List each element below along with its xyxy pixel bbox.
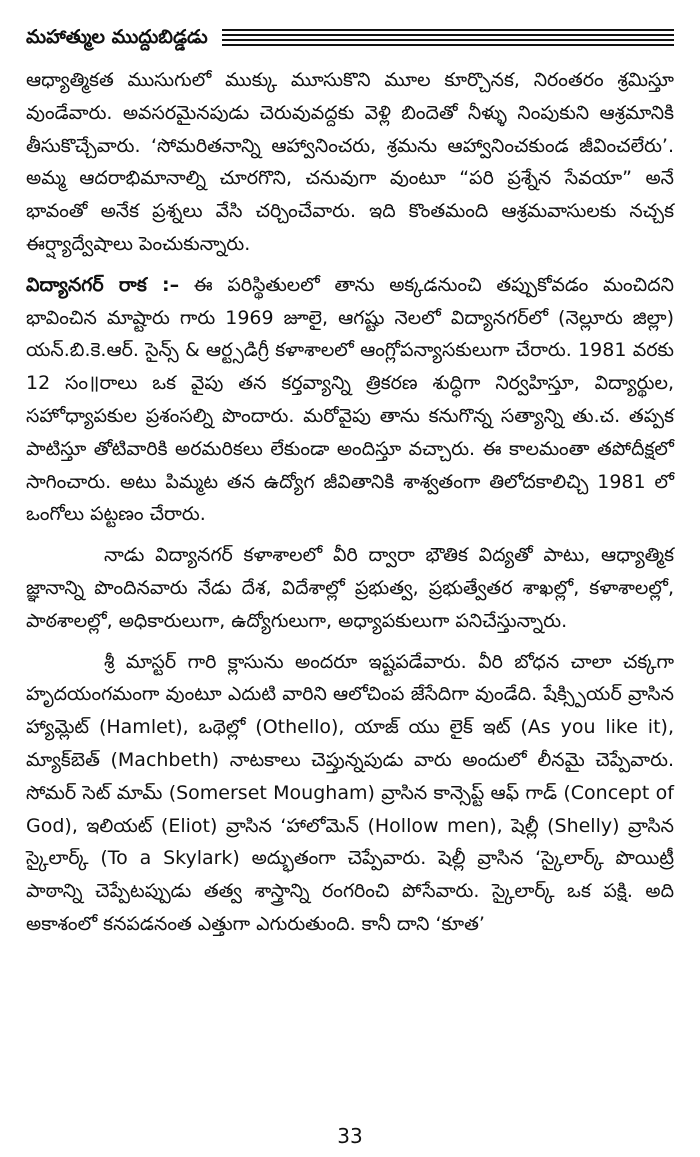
- paragraph-text: శ్రీ మాస్టర్ గారి క్లాసును అందరూ ఇష్టపడేవారు. వీరి బోధన చాలా చక్కగా హృదయంగమంగా వుంటూ ఎదుటి వారిని ఆలోచింప జేసేదిగా వుండేది. షేక్స్పియర్ వ్రాసిన హ్యామ్లెట్ (Hamlet), ఒథెల్లో (Othello), యాజ్ యు లైక్ ఇట్ (As you like it), మ్యాక్‌బెత్ (Machbeth) నాటకాలు చెప్తున్నపుడు వారు అందులో లీనమై చెప్పేవారు. సోమర్ సెట్ మామ్ (Somerset Mougham) వ్రాసిన కాన్సెప్ట్ ఆఫ్ గాడ్ (Concept of God), ఇలియట్ (Eliot) వ్రాసిన ‘హాలోమెన్ (Hollow men), షెల్లీ (Shelly) వ్రాసిన స్కైలార్క్ (To a Skylark) అద్భుతంగా చెప్పేవారు. షెల్లీ వ్రాసిన ‘స్కైలార్క్ పొయిట్రీ పాఠాన్ని చెప్పేటప్పుడు తత్వ శాస్త్రాన్ని రంగరించి పోసేవారు. స్కైలార్క్ ఒక పక్షి. అది అకాశంలో కనపడనంత ఎత్తుగా ఎగురుతుంది. కానీ దాని ‘కూత’: [26, 650, 674, 935]
- paragraph-text: ఈ పరిస్థితులలో తాను అక్కడనుంచి తప్పుకోవడం మంచిదని భావించిన మాష్టారు గారు 1969 జూలై, ఆగష్టు నెలలో విద్యానగర్‌లో (నెల్లూరు జిల్లా) యన్.బి.కె.ఆర్. సైన్స్ & ఆర్ట్సడిగ్రీ కళాశాలలో ఆంగ్లోపన్యాసకులుగా చేరారు. 1981 వరకు 12 సం॥రాలు ఒక వైపు తన కర్తవ్యాన్ని త్రికరణ శుద్ధిగా నిర్వహిస్తూ, విద్యార్థుల, సహోధ్యాపకుల ప్రశంసల్ని పొందారు. మరోవైపు తాను కనుగొన్న సత్యాన్ని తు.చ. తప్పక పాటిస్తూ తోటివారికి అరమరికలు లేకుండా అందిస్తూ వచ్చారు. ఈ కాలమంతా తపోదీక్షలో సాగించారు. అటు పిమ్మట తన ఉద్యోగ జీవితానికి శాశ్వతంగా తిలోదకాలిచ్చి 1981 లో ఒంగోలు పట్టణం చేరారు.: [26, 273, 674, 526]
- paragraph-text: నాడు విద్యానగర్ కళాశాలలో వీరి ద్వారా భౌతిక విద్యతో పాటు, ఆధ్యాత్మిక జ్ఞానాన్ని పొందినవారు నేడు దేశ, విదేశాల్లో ప్రభుత్వ, ప్రభుత్వేతర శాఖల్లో, కళాశాలల్లో, పాఠశాలల్లో, అధికారులుగా, ఉద్యోగులుగా, అధ్యాపకులుగా పనిచేస్తున్నారు.: [26, 544, 674, 632]
- paragraph: [26, 539, 674, 637]
- header-rule-line: [222, 34, 674, 36]
- section-heading: విద్యానగర్ రాక :–: [26, 273, 180, 296]
- running-header: [26, 0, 674, 64]
- page-body: [26, 64, 674, 941]
- paragraph-text: ఆధ్యాత్మికత ముసుగులో ముక్కు మూసుకొని మూల కూర్చొనక, నిరంతరం శ్రమిస్తూ వుండేవారు. అవసరమైనపుడు చెరువువద్దకు వెళ్లి బిందెతో నీళ్ళు నింపుకుని ఆశ్రమానికి తీసుకొచ్చేవారు. ‘సోమరితనాన్ని ఆహ్వానించరు, శ్రమను ఆహ్వానించకుండ జీవించలేరు’. అమ్మ ఆదరాభిమానాల్ని చూరగొని, చనువుగా వుంటూ “పరి ప్రశ్నేన సేవయా” అనే భావంతో అనేక ప్రశ్నలు వేసి చర్చించేవారు. ఇది కొంతమంది ఆశ్రమవాసులకు నచ్చక ఈర్ష్యాద్వేషాలు పెంచుకున్నారు.: [26, 69, 674, 255]
- paragraph: [26, 646, 674, 941]
- paragraph: [26, 269, 674, 531]
- header-rule-line: [222, 29, 674, 31]
- header-rule-line: [222, 39, 674, 41]
- page-number: 33: [337, 1124, 363, 1148]
- header-rule-line: [222, 44, 674, 46]
- header-rule-lines: [222, 29, 674, 46]
- paragraph: [26, 64, 674, 261]
- running-header-title: మహాత్ముల ముద్దుబిడ్డడు: [26, 25, 208, 48]
